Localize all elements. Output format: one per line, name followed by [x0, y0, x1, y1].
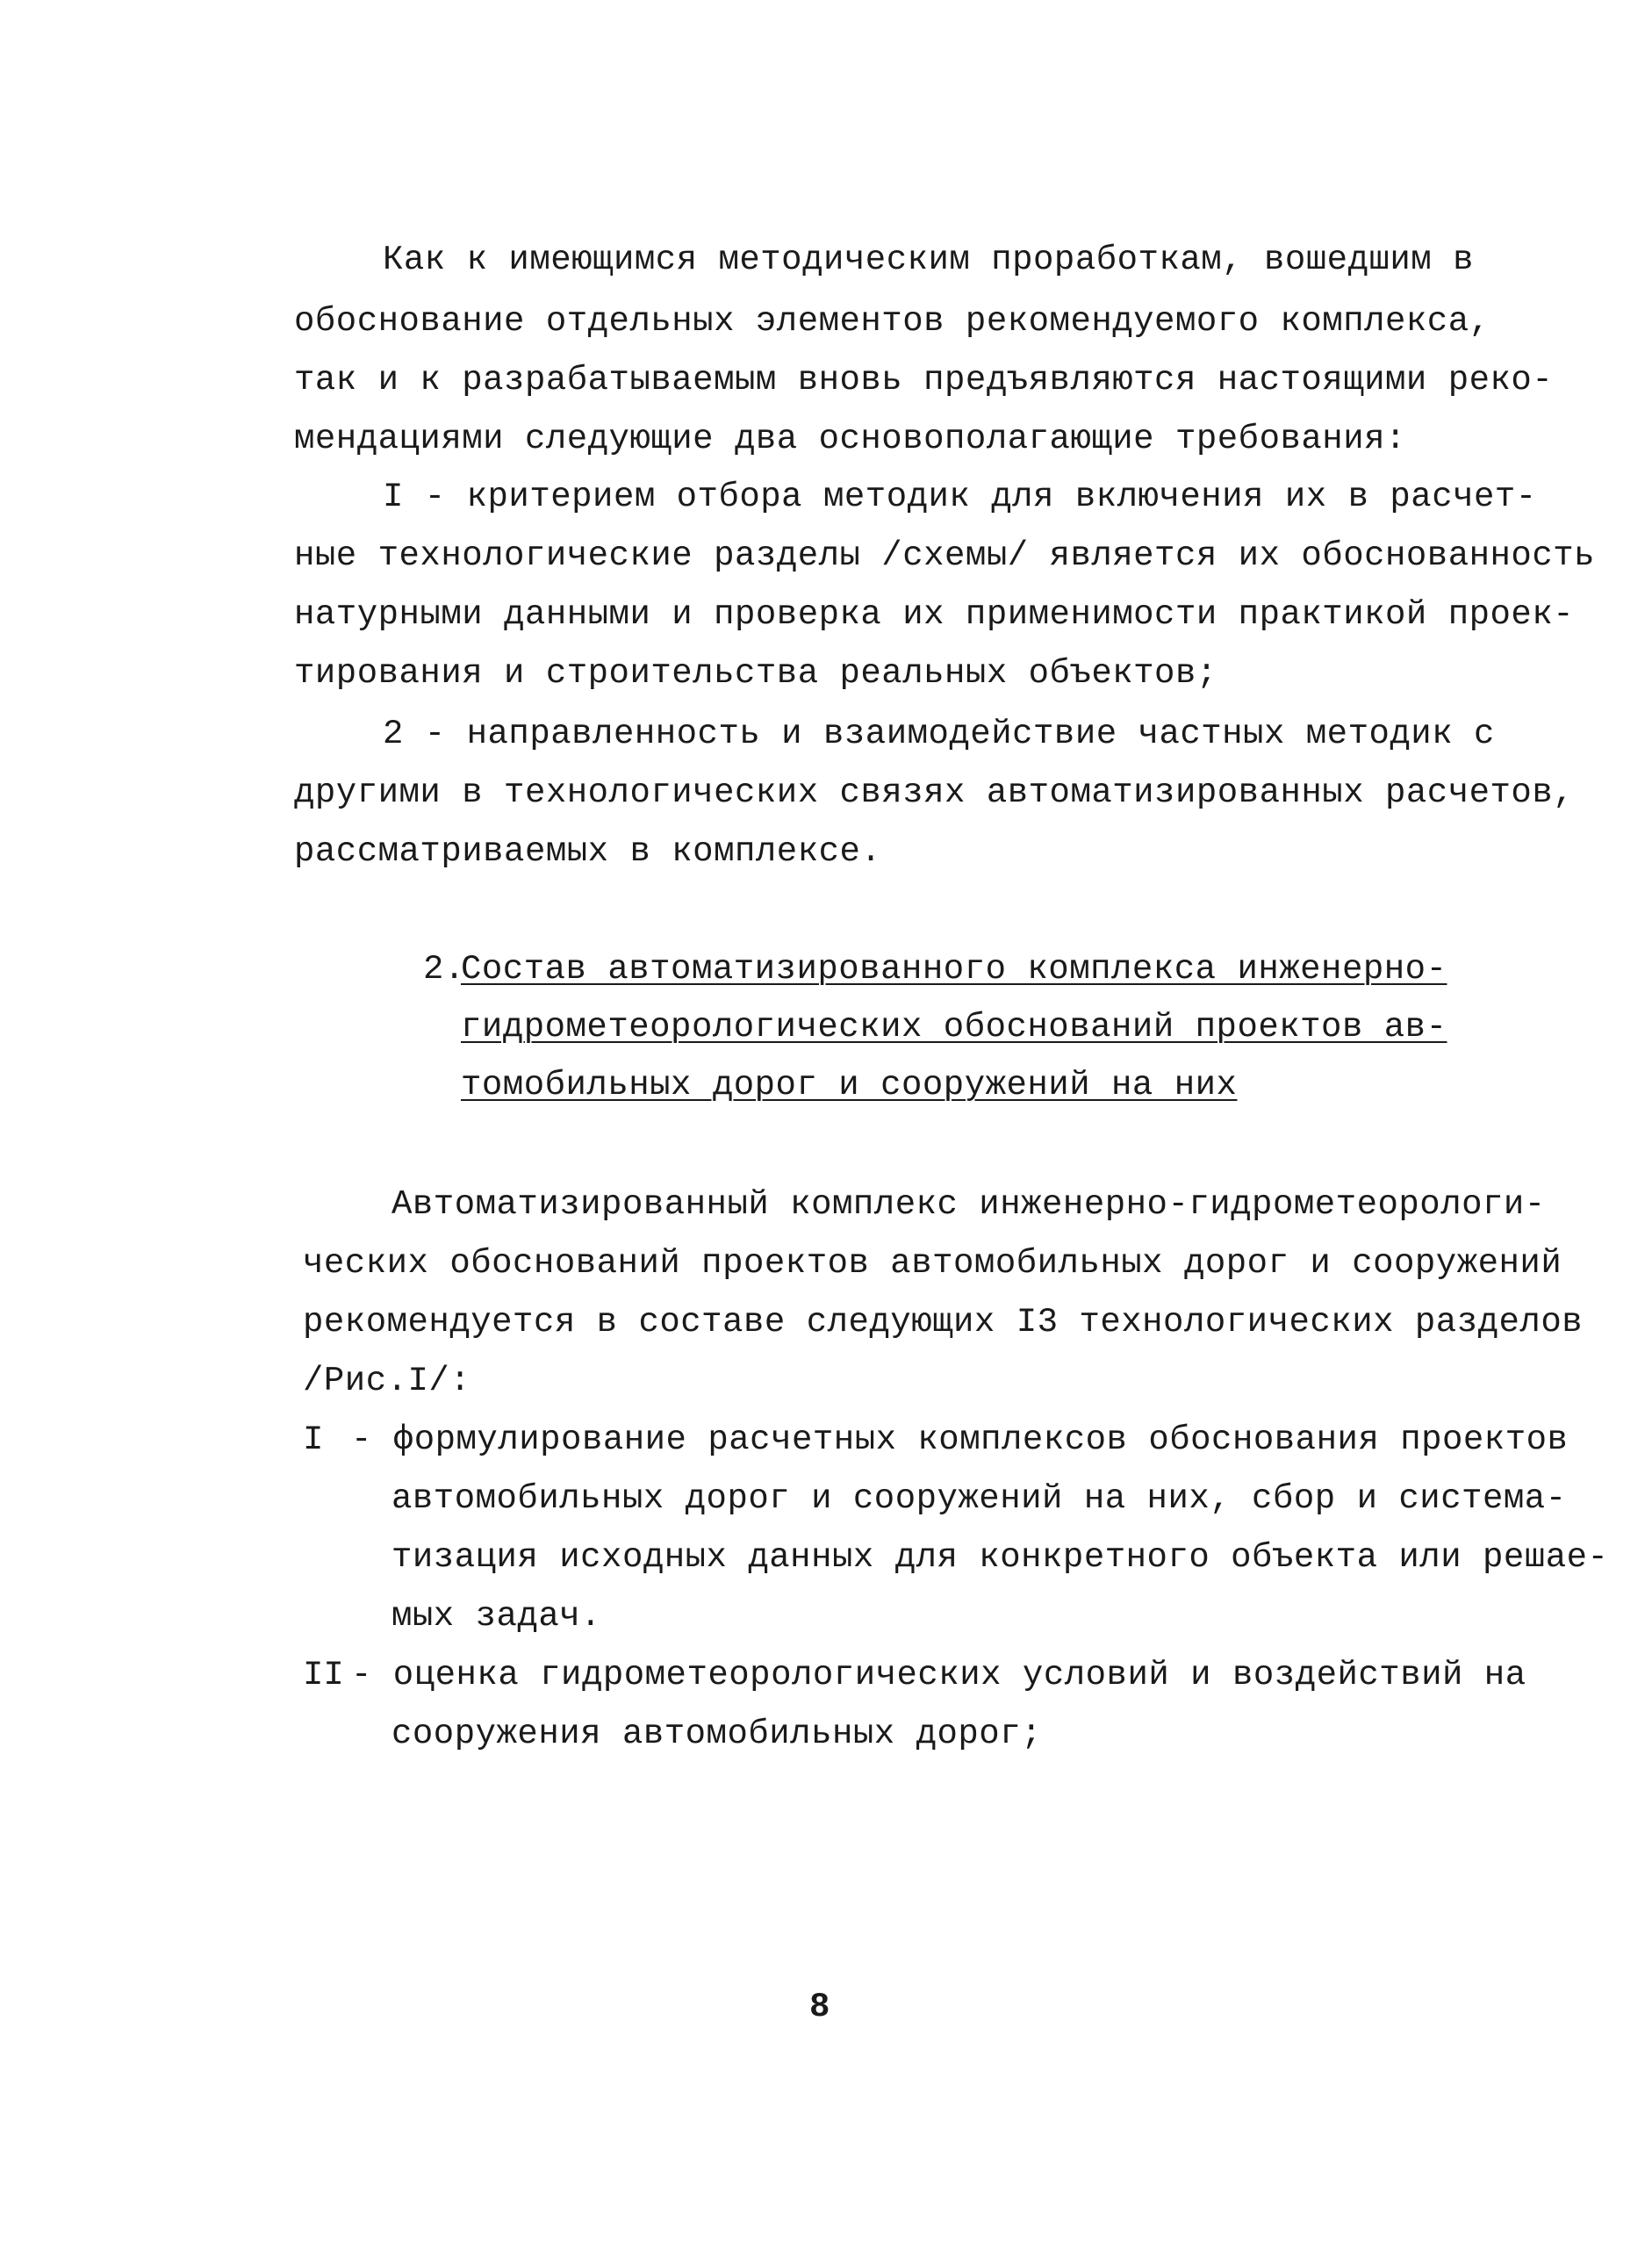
list-item-line: тизация исходных данных для конкретного объекта или решае-	[391, 1538, 1609, 1577]
intro-line: так и к разрабатываемым вновь предъявляются настоящими реко-	[294, 361, 1554, 399]
list-item-line: - формулирование расчетных комплексов обоснования проектов	[351, 1420, 1569, 1459]
requirement-line: ные технологические разделы /схемы/ является их обоснованность	[294, 536, 1596, 575]
requirement-line: 2 - направленность и взаимодействие частных методик с	[383, 715, 1495, 753]
body-line: Автоматизированный комплекс инженерно-гидрометеорологи-	[391, 1185, 1546, 1224]
requirement-line: I - критерием отбора методик для включения их в расчет-	[383, 478, 1537, 516]
requirement-line: натурными данными и проверка их применимости практикой проек-	[294, 595, 1575, 634]
list-item-number: I	[303, 1420, 324, 1459]
body-line: /Рис.I/:	[303, 1362, 471, 1400]
body-line: рекомендуется в составе следующих I3 технологических разделов	[303, 1303, 1584, 1341]
body-line: ческих обоснований проектов автомобильных дорог и сооружений	[303, 1244, 1562, 1283]
intro-line: Как к имеющимся методическим проработкам, вошедшим в	[383, 241, 1474, 279]
section-number: 2.	[423, 950, 465, 989]
list-item-line: сооружения автомобильных дорог;	[391, 1715, 1043, 1753]
intro-line: мендациями следующие два основополагающие требования:	[294, 420, 1406, 458]
section-title-line: Состав автоматизированного комплекса инженерно-	[461, 950, 1447, 989]
list-item-line: автомобильных дорог и сооружений на них, сбор и система-	[391, 1479, 1567, 1518]
requirement-line: тирования и строительства реальных объектов;	[294, 654, 1217, 693]
list-item-line: - оценка гидрометеорологических условий и воздействий на	[351, 1656, 1526, 1694]
intro-line: обоснование отдельных элементов рекомендуемого комплекса,	[294, 302, 1490, 341]
requirement-line: рассматриваемых в комплексе.	[294, 832, 882, 871]
page-number: 8	[809, 1988, 830, 2026]
list-item-number: II	[303, 1656, 344, 1694]
section-title-line: томобильных дорог и сооружений на них	[461, 1066, 1238, 1104]
list-item-line: мых задач.	[391, 1597, 602, 1636]
requirement-line: другими в технологических связях автоматизированных расчетов,	[294, 773, 1575, 812]
section-title-line: гидрометеорологических обоснований проектов ав-	[461, 1008, 1447, 1046]
